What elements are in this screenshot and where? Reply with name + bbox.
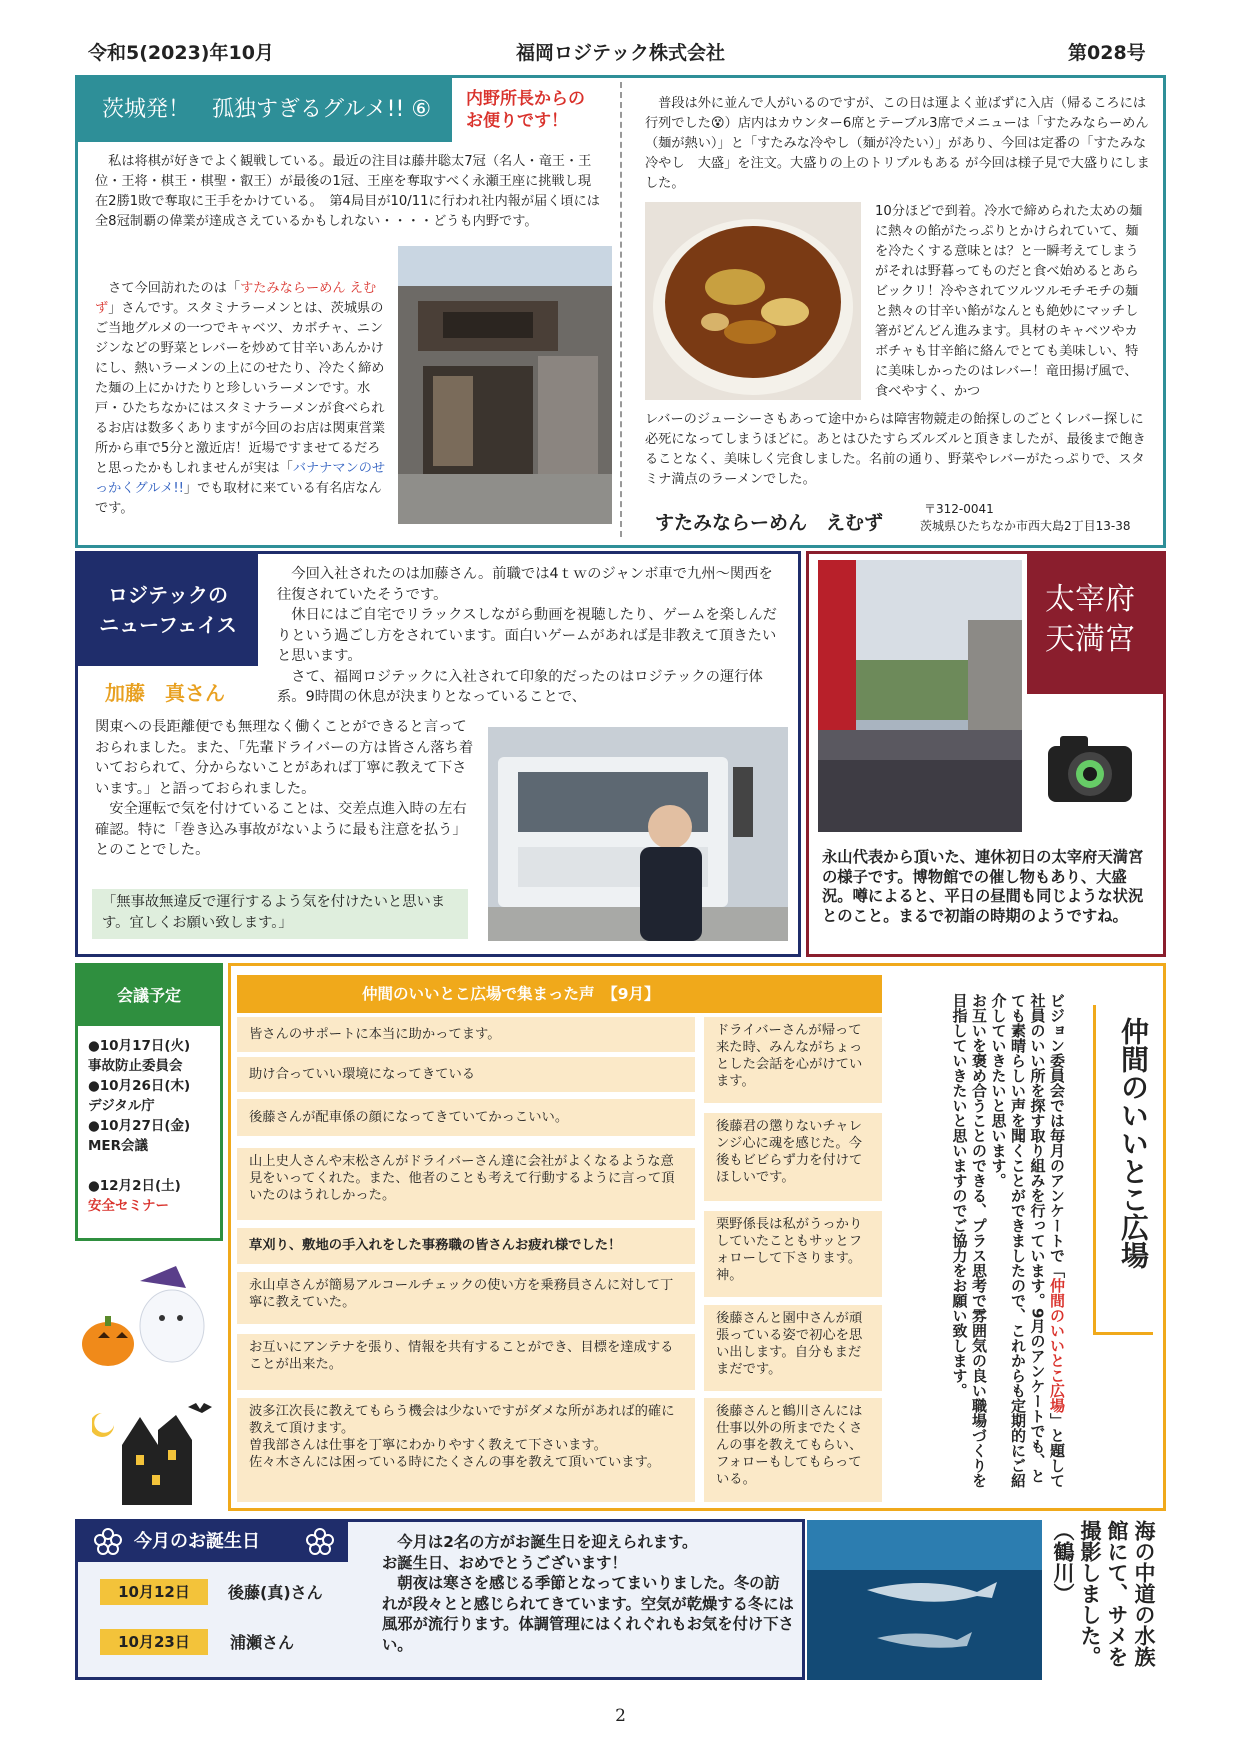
plaza-highlight: 仲間のいいとこ広場 bbox=[1048, 1278, 1066, 1413]
voice-card: 草刈り、敷地の手入れをした事務職の皆さんお疲れ様でした！ bbox=[237, 1228, 695, 1264]
newface-photo bbox=[488, 727, 788, 941]
birthday-name: 浦瀬さん bbox=[230, 1633, 295, 1652]
shop-photo bbox=[398, 246, 612, 524]
haunted-house-icon bbox=[92, 1395, 222, 1505]
voice-card: お互いにアンテナを張り、情報を共有することができ、目標を達成することが出来た。 bbox=[237, 1334, 695, 1390]
meeting-date: ●10月26日(木) bbox=[88, 1078, 191, 1094]
gourmet-right-bottom: レバーのジューシーさもあって途中からは障害物競走の飴探しのごとくレバー探しに必死になってしまうほどに。あとはひたすらズルズルと頂きましたが、最後まで飽きることなく、美味しく完食しました。名前の通り、野菜やレバーがたっぷりで、スタミナ満点のラーメンでした。 bbox=[645, 412, 1146, 487]
voice-card: 後藤君の懲りないチャレンジ心に魂を感じた。今後もビビらず力を付けてほしいです。 bbox=[704, 1113, 882, 1201]
newface-top-text: 今回入社されたのは加藤さん。前職では4ｔｗのジャンボ車で九州～関西を往復されていたそうです。 休日にはご自宅でリラックスしながら動画を視聴したり、ゲームを楽しんだりという過ごし方をされています。面白いゲームがあれば是非教えて頂きたいと思います。 さて、福岡ロジテックに入社されて印象的だったのはロジテックの運行体系。9時間の休息が決まりとなっていることで、 bbox=[277, 566, 777, 705]
newface-left-text: 関東への長距離便でも無理なく働くことができると言っておられました。また、「先輩ドライバーの方は皆さん落ち着いておられて、分からないことがあれば丁寧に教えて下さいます。」と語っておられました。 安全運転で気を付けていることは、交差点進入時の左右確認。特に「巻き込み事故がないように最も注意を払う」とのことでした。 bbox=[95, 719, 474, 858]
plaza-description bbox=[896, 993, 1066, 1498]
meeting-title: 会議予定 bbox=[78, 966, 220, 1026]
gourmet-intro: 私は将棋が好きでよく観戦している。最近の注目は藤井聡太7冠（名人・竜王・王位・王将・棋王・棋聖・叡王）が最後の1冠、王座を奪取すべく永瀬王座に挑戦し現在2勝1敗で奪取に王手をかけている。 第4局目が10/11に行われ社内報が届く頃には全8冠制覇の偉業が達成さえているかもしれない・・・・どうも内野です。 bbox=[95, 154, 600, 229]
gourmet-tag bbox=[466, 88, 585, 132]
voice-card: ドライバーさんが帰って来た時、みんながちょっとした会話を心がけています。 bbox=[704, 1017, 882, 1103]
newface-title bbox=[78, 554, 258, 666]
plaza-text-a: ビジョン委員会では毎月のアンケートで「 bbox=[1048, 993, 1066, 1278]
plaza-title: 仲間のいいとこ広場 bbox=[1093, 1005, 1153, 1335]
voice-card: 永山卓さんが簡易アルコールチェックの使い方を乗務員さんに対して丁寧に教えていた。 bbox=[237, 1272, 695, 1324]
voice-card: 波多江次長に教えてもらう機会は少ないですがダメな所があれば的確に教えて頂けます。 曽我部さんは仕事を丁寧にわかりやすく教えて下さいます。 佐々木さんには困っている時にたくさんの事を教えて頂いています。 bbox=[237, 1398, 695, 1502]
meeting-date: ●12月2日(土) bbox=[88, 1178, 181, 1194]
tv-highlight: バナナマンのせっかくグルメ!! bbox=[95, 461, 386, 496]
shop-postal: 〒312-0041 bbox=[924, 502, 994, 516]
flower-icon bbox=[306, 1528, 334, 1556]
ramen-photo bbox=[645, 202, 861, 400]
meeting-date: ●10月17日(火) bbox=[88, 1038, 191, 1054]
shop-address: 茨城県ひたちなか市西大島2丁目13-38 bbox=[920, 519, 1131, 533]
gourmet-right-mid: 10分ほどで到着。冷水で締められた太めの麺に熱々の餡がたっぷりとかけられていて、麺を冷たくする意味とは？と一瞬考えてしまうがそれは野暮ってものだと食べ始めるとあらビックリ！冷やされてツルツルモチモチの麺と熱々の甘辛い餡がなんとも絶妙にマッチし箸がどんどん進みます。具材のキャベツやカボチャも甘辛餡に絡んでとても美味しい、特に美味しかったのはレバー！竜田揚げ風で、食べやすく、かつ bbox=[875, 204, 1143, 399]
newface-title-line2: ニューフェイス bbox=[99, 613, 237, 637]
voice-card: 山上史人さんや末松さんがドライバーさん達に会社がよくなるような意見をいってくれた。また、他者のことも考えて行動するように言って頂いたのはうれしかった。 bbox=[237, 1148, 695, 1220]
meeting-name: 事故防止委員会 bbox=[88, 1058, 183, 1074]
meeting-name: 安全セミナー bbox=[88, 1198, 169, 1214]
meeting-name: MER会議 bbox=[88, 1138, 149, 1154]
gourmet-right-top: 普段は外に並んで人がいるのですが、この日は運よく並ばずに入店（帰るころには行列でした😵）店内はカウンター6席とテーブル3席でメニューは「すたみならーめん（麺が熱い）」と「すたみな冷やし（麺が冷たい）」があり、今回は定番の「すたみな冷やし 大盛」を注文。大盛りの上のトリプルもある が今回は様子見で大盛りにしました。 bbox=[645, 96, 1150, 191]
birthday-message: 今月は2名の方がお誕生日を迎えられます。 お誕生日、おめでとうございます！ 朝夜は寒さを感じる季節となってまいりました。冬の訪れが段々とと感じられてきています。空気が乾燥する冬には風邪が流行ります。体調管理にはくれぐれもお気を付け下さい。 bbox=[382, 1533, 794, 1654]
birthday-title: 今月のお誕生日 bbox=[78, 1522, 348, 1562]
birthday-date: 10月12日 bbox=[100, 1579, 208, 1605]
dazaifu-title-line1: 太宰府 bbox=[1045, 582, 1135, 617]
body-text-b: 」さんです。スタミナラーメンとは、茨城県のご当地グルメの一つでキャベツ、カボチャ、ニンジンなどの野菜とレバーを炒めて甘辛いあんかけにし、熱いラーメンの上にのせたり、冷たく締めた麺の上にかけたりと珍しいラーメンです。水戸・ひたちなかにはスタミナラーメンが食べられるお店は数多くありますが今回のお店は関東営業所から車で5分と激近店！近場ですませてるだろと思ったかもしれませんが実は「 bbox=[95, 301, 386, 476]
aquarium-caption: 海の中道の水族館にて、サメを撮影しました。（鶴川） bbox=[1051, 1520, 1156, 1667]
voice-card: 助け合っていい環境になってきている bbox=[237, 1057, 695, 1092]
gourmet-title: 茨城発！ 孤独すぎるグルメ!! ⑥ bbox=[78, 78, 452, 142]
birthday-name: 後藤(真)さん bbox=[228, 1583, 323, 1602]
newface-quote: 「無事故無違反で運行するよう気を付けたいと思います。宜しくお願い致します。」 bbox=[92, 889, 468, 939]
newface-name: 加藤 真さん bbox=[105, 681, 225, 705]
dazaifu-caption: 永山代表から頂いた、連休初日の太宰府天満宮の様子です。博物館での催し物もあり、大盛況。噂によると、平日の昼間も同じような状況とのこと。まるで初詣の時期のようですね。 bbox=[822, 848, 1144, 925]
camera-icon bbox=[1038, 728, 1140, 810]
voice-card: 栗野係長は私がうっかりしていたこともサッとフォローして下さります。神。 bbox=[704, 1211, 882, 1297]
birthday-date: 10月23日 bbox=[100, 1629, 208, 1655]
gourmet-tag-line2: お便りです！ bbox=[466, 111, 568, 131]
meeting-name: デジタル庁 bbox=[88, 1098, 155, 1114]
ghost-pumpkin-icon bbox=[78, 1256, 218, 1376]
flower-icon bbox=[94, 1528, 122, 1556]
voices-title: 仲間のいいとこ広場で集まった声 【9月】 bbox=[237, 975, 882, 1013]
aquarium-photo bbox=[807, 1520, 1042, 1680]
shop-highlight: すたみならーめん えむず bbox=[95, 281, 377, 316]
dazaifu-title bbox=[1027, 554, 1163, 694]
dazaifu-photo bbox=[818, 560, 1022, 832]
shop-name: すたみならーめん えむず bbox=[655, 512, 884, 534]
page-number: 2 bbox=[615, 1706, 626, 1726]
body-text-a: さて今回訪れたのは「 bbox=[95, 281, 241, 296]
voice-card: 後藤さんと鶴川さんには仕事以外の所までたくさんの事を教えてもらい、フォローもしてもらっている。 bbox=[704, 1398, 882, 1502]
newface-title-line1: ロジテックの bbox=[108, 583, 228, 607]
voice-card: 後藤さんと園中さんが頑張っている姿で初心を思い出します。自分もまだまだです。 bbox=[704, 1305, 882, 1391]
header-issue: 第028号 bbox=[1068, 42, 1146, 64]
voice-card: 後藤さんが配車係の顔になってきていてかっこいい。 bbox=[237, 1099, 695, 1136]
meeting-list bbox=[88, 1036, 218, 1216]
header-date: 令和5(2023)年10月 bbox=[88, 42, 274, 64]
voice-card: 皆さんのサポートに本当に助かってます。 bbox=[237, 1017, 695, 1052]
dazaifu-title-line2: 天満宮 bbox=[1045, 622, 1135, 657]
header-company: 福岡ロジテック株式会社 bbox=[515, 42, 725, 64]
plaza-text-2: お互いを褒め合うことのできる、プラス思考で雰囲気の良い職場づくりを目指していきたいと思いますのでご協力をお願い致します。 bbox=[950, 993, 988, 1488]
gourmet-divider bbox=[620, 82, 622, 537]
gourmet-tag-line1: 内野所長からの bbox=[466, 89, 585, 109]
meeting-date: ●10月27日(金) bbox=[88, 1118, 191, 1134]
body-text-c: 」でも取材に来ている有名店なんです。 bbox=[95, 481, 382, 516]
plaza-text-b: 」と題して社員のいい所を探す取り組みを行っています。9月のアンケートでも、とても素晴らしい声を聞くことができましたので、これからも定期的にご紹介していきたいと思います。 bbox=[989, 993, 1066, 1488]
gourmet-body bbox=[95, 279, 387, 519]
